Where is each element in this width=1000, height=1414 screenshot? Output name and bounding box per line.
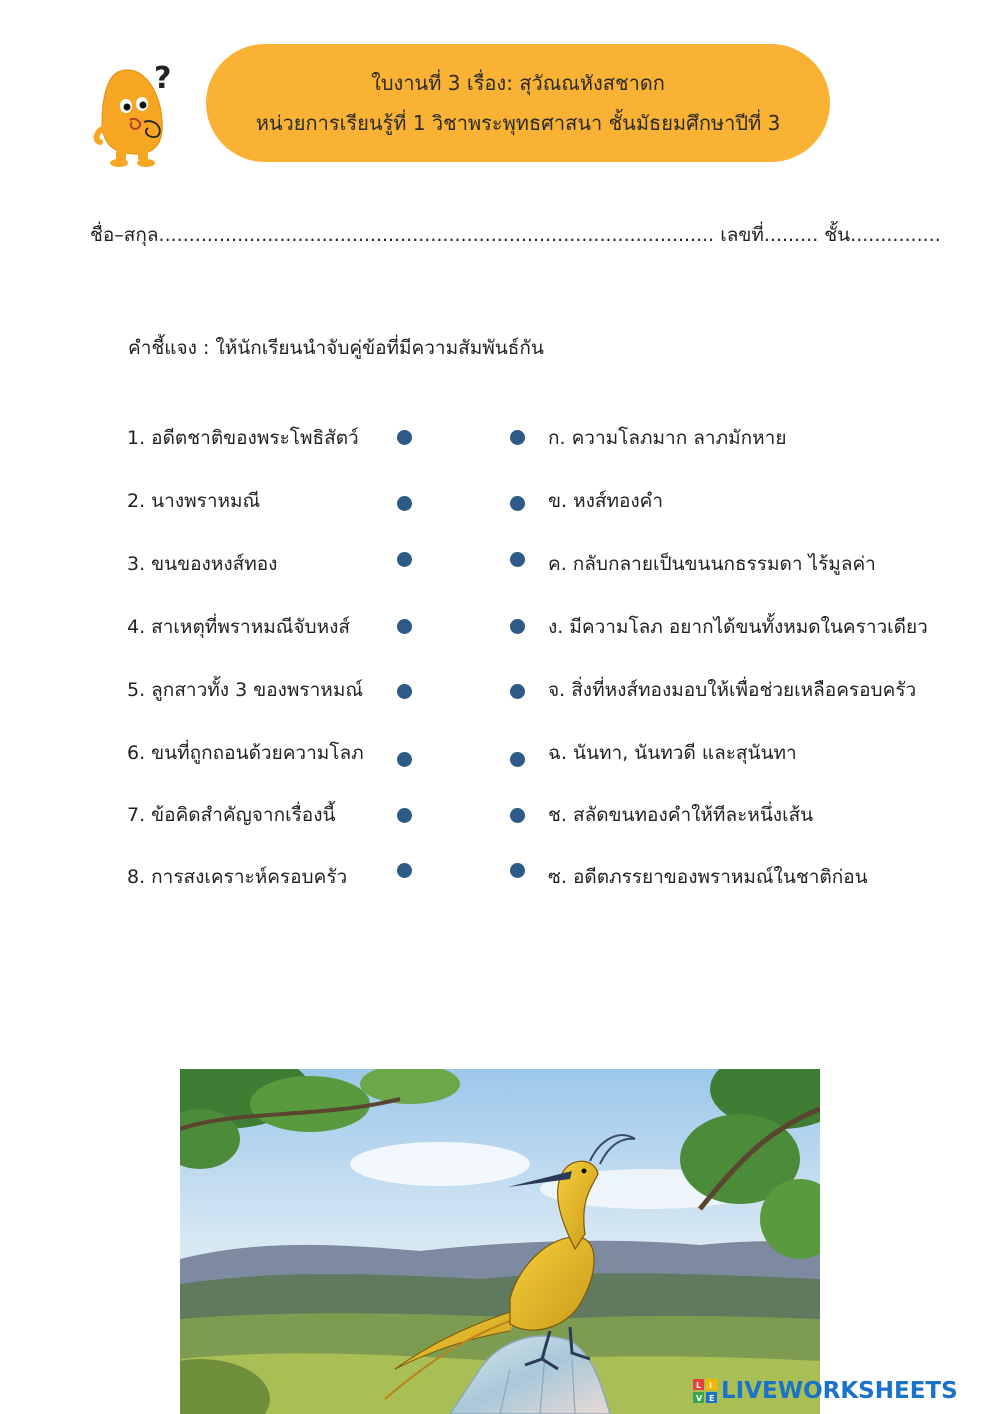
right-item-4: ง. มีความโลภ อยากได้ขนทั้งหมดในคราวเดียว	[548, 616, 928, 638]
right-item-1: ก. ความโลภมาก ลาภมักหาย	[548, 427, 787, 449]
left-item-2: 2. นางพราหมณี	[127, 490, 261, 512]
right-item-3: ค. กลับกลายเป็นขนนกธรรมดา ไร้มูลค่า	[548, 553, 876, 575]
left-match-dot-8[interactable]	[397, 863, 412, 878]
svg-text:I: I	[709, 1381, 712, 1390]
right-item-8: ซ. อดีตภรรยาของพราหมณ์ในชาติก่อน	[548, 866, 868, 888]
svg-text:L: L	[696, 1381, 702, 1390]
right-match-dot-5[interactable]	[510, 684, 525, 699]
left-item-3: 3. ขนของหงส์ทอง	[127, 553, 278, 575]
right-match-dot-6[interactable]	[510, 752, 525, 767]
svg-text:?: ?	[154, 61, 172, 96]
title-banner	[206, 44, 830, 162]
right-match-dot-1[interactable]	[510, 430, 525, 445]
right-match-dot-4[interactable]	[510, 619, 525, 634]
svg-text:V: V	[696, 1394, 703, 1403]
right-item-7: ช. สลัดขนทองคำให้ทีละหนึ่งเส้น	[548, 804, 814, 826]
right-item-6: ฉ. นันทา, นันทวดี และสุนันทา	[548, 742, 797, 764]
liveworksheets-logo-icon	[693, 1379, 717, 1403]
left-match-dot-6[interactable]	[397, 752, 412, 767]
student-info-line: ชื่อ–สกุล............................................................................................ เลขที่......... ชั้น...............	[90, 224, 941, 246]
left-item-1: 1. อดีตชาติของพระโพธิสัตว์	[127, 427, 359, 449]
left-match-dot-2[interactable]	[397, 496, 412, 511]
right-item-5: จ. สิ่งที่หงส์ทองมอบให้เพื่อช่วยเหลือครอบครัว	[548, 679, 917, 701]
unit-subtitle: หน่วยการเรียนรู้ที่ 1 วิชาพระพุทธศาสนา ชั้นมัธยมศึกษาปีที่ 3	[255, 111, 781, 135]
left-match-dot-7[interactable]	[397, 808, 412, 823]
instruction-text: คำชี้แจง : ให้นักเรียนนำจับคู่ข้อที่มีความสัมพันธ์กัน	[128, 337, 544, 359]
right-item-2: ข. หงส์ทองคำ	[548, 490, 664, 512]
left-item-7: 7. ข้อคิดสำคัญจากเรื่องนี้	[127, 804, 336, 826]
right-match-dot-3[interactable]	[510, 552, 525, 567]
right-match-dot-2[interactable]	[510, 496, 525, 511]
left-item-6: 6. ขนที่ถูกถอนด้วยความโลภ	[127, 742, 364, 764]
left-match-dot-1[interactable]	[397, 430, 412, 445]
left-match-dot-5[interactable]	[397, 684, 412, 699]
liveworksheets-watermark	[693, 1377, 958, 1405]
left-item-4: 4. สาเหตุที่พราหมณีจับหงส์	[127, 616, 350, 638]
question-mascot-icon	[88, 58, 188, 168]
left-match-dot-3[interactable]	[397, 552, 412, 567]
left-item-8: 8. การสงเคราะห์ครอบครัว	[127, 866, 348, 888]
worksheet-title: ใบงานที่ 3 เรื่อง: สุวัณณหังสชาดก	[371, 71, 665, 95]
right-match-dot-7[interactable]	[510, 808, 525, 823]
golden-swan-illustration	[180, 1069, 820, 1414]
watermark-text: LIVEWORKSHEETS	[721, 1378, 958, 1404]
left-item-5: 5. ลูกสาวทั้ง 3 ของพราหมณ์	[127, 679, 363, 701]
svg-text:E: E	[709, 1394, 715, 1403]
left-match-dot-4[interactable]	[397, 619, 412, 634]
right-match-dot-8[interactable]	[510, 863, 525, 878]
